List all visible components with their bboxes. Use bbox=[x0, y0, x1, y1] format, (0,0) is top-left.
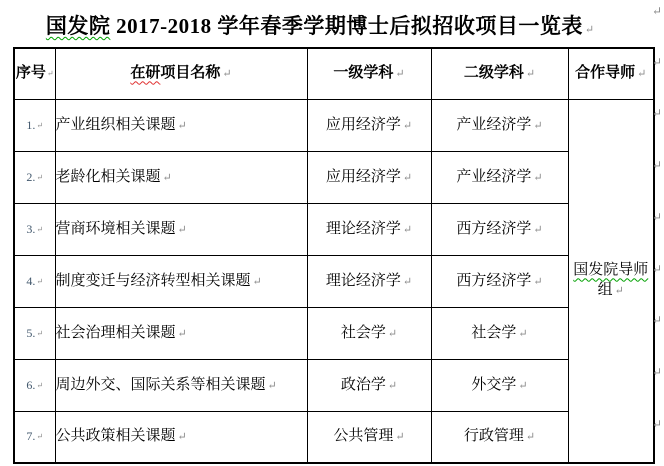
cell-row-number bbox=[14, 359, 55, 411]
row-number: 5. bbox=[26, 325, 36, 340]
level1-value: 应用经济学 bbox=[325, 168, 401, 185]
cell-level2 bbox=[431, 307, 568, 359]
paragraph-mark-icon: ↵ bbox=[387, 379, 398, 392]
paragraph-mark-icon: ↵ bbox=[177, 223, 187, 236]
row-number: 7. bbox=[26, 429, 36, 444]
cell-level2 bbox=[431, 359, 568, 411]
paragraph-mark-icon: ↵ bbox=[177, 119, 187, 132]
paragraph-mark-icon: ↵ bbox=[525, 68, 536, 81]
row-number: 1. bbox=[26, 117, 36, 132]
cell-level2 bbox=[431, 151, 568, 203]
advisor-group-line1: 国发院导师 bbox=[573, 262, 649, 279]
table-row bbox=[14, 307, 654, 359]
table-row bbox=[14, 359, 654, 411]
project-name: 公共政策相关课题 bbox=[55, 428, 176, 445]
paragraph-mark-icon: ↵ bbox=[652, 158, 663, 172]
level1-value: 公共管理 bbox=[333, 428, 394, 445]
cell-row-number bbox=[14, 151, 55, 203]
row-number: 2. bbox=[26, 169, 36, 184]
paragraph-mark-icon: ↵ bbox=[252, 275, 262, 288]
paragraph-mark-icon: ↵ bbox=[222, 68, 232, 81]
paragraph-mark-icon: ↵ bbox=[36, 172, 44, 182]
cell-project bbox=[55, 151, 307, 203]
paragraph-mark-icon: ↵ bbox=[36, 276, 44, 286]
title-rest-text: 2017-2018 学年春季学期博士后拟招收项目一览表 bbox=[110, 14, 583, 38]
paragraph-mark-icon: ↵ bbox=[533, 119, 543, 132]
cell-row-number bbox=[14, 307, 55, 359]
cell-row-number bbox=[14, 203, 55, 255]
table-row bbox=[14, 151, 654, 203]
level1-value: 理论经济学 bbox=[325, 272, 401, 289]
cell-level2 bbox=[431, 99, 568, 151]
project-name: 老龄化相关课题 bbox=[55, 168, 161, 185]
paragraph-mark-icon: ↵ bbox=[637, 68, 647, 81]
header-label-level2: 二级学科 bbox=[463, 65, 524, 82]
level2-value: 产业经济学 bbox=[456, 168, 532, 185]
paragraph-mark-icon: ↵ bbox=[36, 224, 44, 234]
paragraph-mark-icon: ↵ bbox=[652, 4, 663, 18]
paragraph-mark-icon: ↵ bbox=[402, 223, 413, 236]
cell-row-number bbox=[14, 99, 55, 151]
cell-project bbox=[55, 359, 307, 411]
cell-row-number bbox=[14, 411, 55, 463]
cell-level1 bbox=[307, 99, 431, 151]
cell-project bbox=[55, 203, 307, 255]
paragraph-mark-icon: ↵ bbox=[46, 69, 54, 79]
paragraph-mark-icon: ↵ bbox=[652, 106, 663, 120]
paragraph-mark-icon: ↵ bbox=[402, 119, 413, 132]
projects-table bbox=[13, 47, 655, 464]
paragraph-mark-icon: ↵ bbox=[652, 210, 663, 224]
paragraph-mark-icon: ↵ bbox=[36, 120, 44, 130]
paragraph-mark-icon: ↵ bbox=[395, 68, 405, 81]
paragraph-mark-icon: ↵ bbox=[614, 285, 624, 298]
paragraph-mark-icon: ↵ bbox=[395, 431, 405, 444]
paragraph-mark-icon: ↵ bbox=[402, 171, 413, 184]
paragraph-mark-icon: ↵ bbox=[177, 327, 187, 340]
paragraph-mark-icon: ↵ bbox=[267, 379, 277, 392]
paragraph-mark-icon: ↵ bbox=[162, 171, 172, 184]
level1-value: 应用经济学 bbox=[325, 116, 401, 133]
header-cell-no bbox=[14, 48, 55, 99]
paragraph-mark-icon: ↵ bbox=[402, 275, 413, 288]
paragraph-mark-icon: ↵ bbox=[36, 380, 44, 390]
level2-value: 外交学 bbox=[471, 376, 517, 393]
header-label-project-flagged: 在研 bbox=[130, 65, 161, 82]
header-label-advisor: 合作导师 bbox=[575, 65, 636, 82]
cell-level2 bbox=[431, 255, 568, 307]
header-cell-advisor bbox=[568, 48, 654, 99]
paragraph-mark-icon: ↵ bbox=[533, 171, 543, 184]
cell-level1 bbox=[307, 151, 431, 203]
cell-level2 bbox=[431, 411, 568, 463]
header-label-project: 项目名称 bbox=[160, 65, 221, 82]
paragraph-mark-icon: ↵ bbox=[584, 24, 595, 36]
title-flagged-text: 国发院 bbox=[45, 14, 111, 38]
level1-value: 理论经济学 bbox=[325, 220, 401, 237]
paragraph-mark-icon: ↵ bbox=[652, 262, 663, 276]
cell-level1 bbox=[307, 307, 431, 359]
table-row bbox=[14, 203, 654, 255]
paragraph-mark-icon: ↵ bbox=[525, 431, 536, 444]
level2-value: 西方经济学 bbox=[456, 220, 532, 237]
paragraph-mark-icon: ↵ bbox=[36, 328, 44, 338]
paragraph-mark-icon: ↵ bbox=[652, 365, 663, 379]
cell-level1 bbox=[307, 411, 431, 463]
paragraph-mark-icon: ↵ bbox=[177, 431, 187, 444]
project-name: 制度变迁与经济转型相关课题 bbox=[55, 272, 251, 289]
header-cell-level1 bbox=[307, 48, 431, 99]
table-header-row bbox=[14, 48, 654, 99]
project-name: 营商环境相关课题 bbox=[55, 220, 176, 237]
paragraph-mark-icon: ↵ bbox=[36, 432, 44, 442]
cell-level1 bbox=[307, 359, 431, 411]
row-number: 6. bbox=[26, 377, 36, 392]
cell-project bbox=[55, 255, 307, 307]
cell-advisor-merged bbox=[568, 99, 654, 463]
paragraph-mark-icon: ↵ bbox=[518, 327, 528, 340]
cell-level1 bbox=[307, 255, 431, 307]
header-label-level1: 一级学科 bbox=[333, 65, 394, 82]
paragraph-mark-icon: ↵ bbox=[652, 417, 663, 431]
cell-row-number bbox=[14, 255, 55, 307]
paragraph-mark-icon: ↵ bbox=[652, 55, 663, 69]
header-cell-project bbox=[55, 48, 307, 99]
level2-value: 产业经济学 bbox=[456, 116, 532, 133]
project-name: 产业组织相关课题 bbox=[55, 116, 176, 133]
cell-level1 bbox=[307, 203, 431, 255]
level2-value: 西方经济学 bbox=[456, 272, 532, 289]
table-row bbox=[14, 411, 654, 463]
table-row bbox=[14, 99, 654, 151]
cell-project bbox=[55, 99, 307, 151]
cell-project bbox=[55, 411, 307, 463]
header-label-no: 序号 bbox=[15, 65, 46, 82]
header-cell-level2 bbox=[431, 48, 568, 99]
project-name: 周边外交、国际关系等相关课题 bbox=[55, 376, 266, 393]
project-name: 社会治理相关课题 bbox=[55, 324, 176, 341]
level1-value: 政治学 bbox=[340, 376, 386, 393]
row-number: 3. bbox=[26, 221, 36, 236]
advisor-group-line2: 组 bbox=[597, 282, 613, 299]
level2-value: 社会学 bbox=[471, 324, 517, 341]
level1-value: 社会学 bbox=[340, 324, 386, 341]
row-number: 4. bbox=[26, 273, 36, 288]
cell-project bbox=[55, 307, 307, 359]
paragraph-mark-icon: ↵ bbox=[533, 223, 543, 236]
paragraph-mark-icon: ↵ bbox=[652, 313, 663, 327]
paragraph-mark-icon: ↵ bbox=[533, 275, 543, 288]
paragraph-mark-icon: ↵ bbox=[387, 327, 398, 340]
paragraph-mark-icon: ↵ bbox=[518, 379, 528, 392]
table-row bbox=[14, 255, 654, 307]
document-title bbox=[0, 10, 640, 40]
level2-value: 行政管理 bbox=[463, 428, 524, 445]
cell-level2 bbox=[431, 203, 568, 255]
